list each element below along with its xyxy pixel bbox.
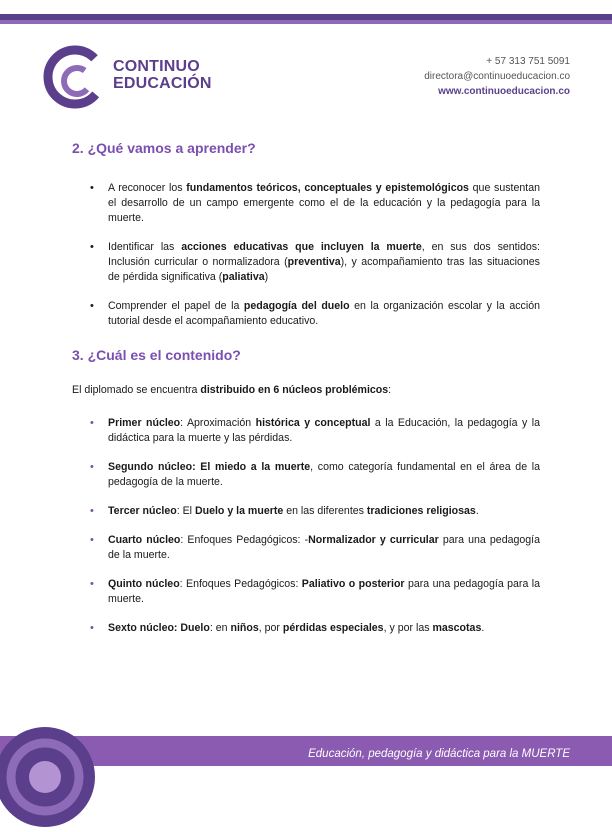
list-item: [72, 504, 540, 519]
bold-text: niños: [230, 622, 259, 634]
bold-text: Segundo núcleo: El miedo a la muerte: [108, 461, 311, 473]
text-run: en la organización escolar y la acción tutorial desde el acompañamiento educativo.: [108, 300, 540, 327]
section2-list: [72, 181, 540, 329]
bullet-dot-icon: •: [90, 461, 94, 473]
bold-text: acciones educativas que incluyen la muerte: [181, 241, 422, 253]
list-item: [72, 240, 540, 285]
bullet-dot-icon: •: [90, 182, 94, 194]
section2-title: 2. ¿Qué vamos a aprender?: [72, 140, 256, 156]
bullet-dot-icon: •: [90, 505, 94, 517]
list-item: [72, 533, 540, 563]
text-run: para una pedagogía para la muerte.: [108, 578, 540, 605]
text-run: , y por las: [383, 622, 433, 634]
text-run: ), y acompañamiento tras las situaciones de pérdida significativa (: [108, 256, 540, 283]
bullet-dot-icon: •: [90, 622, 94, 634]
list-item: [72, 460, 540, 490]
bullet-dot-icon: •: [90, 300, 94, 312]
footer-tagline: Educación, pedagogía y didáctica para la MUERTE: [308, 748, 570, 760]
brand-line2: EDUCACIÓN: [113, 75, 212, 92]
text-run: :: [388, 384, 392, 396]
list-item: [72, 621, 540, 636]
email[interactable]: directora@continuoeducacion.co: [424, 71, 570, 82]
text-run: : Enfoques Pedagógicos:: [179, 578, 302, 590]
bold-text: Primer núcleo: [108, 417, 181, 429]
text-run: .: [481, 622, 485, 634]
text-run: .: [475, 505, 479, 517]
website[interactable]: www.continuoeducacion.co: [438, 86, 570, 97]
text-run: para una pedagogía de la muerte.: [108, 534, 540, 561]
bullet-dot-icon: •: [90, 534, 94, 546]
text-run: Identificar las: [108, 241, 182, 253]
text-run: a la Educación, la pedagogía y la didáctica para la muerte y las pérdidas.: [108, 417, 540, 444]
text-run: en las diferentes: [283, 505, 367, 517]
bold-text: mascotas: [432, 622, 482, 634]
text-run: ): [264, 271, 269, 283]
section3-intro: [72, 383, 540, 398]
text-run: El diplomado se encuentra: [72, 384, 201, 396]
bold-text: Quinto núcleo: [108, 578, 180, 590]
bold-text: preventiva: [287, 256, 341, 268]
list-item: [72, 181, 540, 226]
text-run: : El: [176, 505, 195, 517]
contact-info: [424, 54, 570, 99]
text-run: que sustentan el desarrollo de un campo emergente como el de la educación y la pedagogía para la muerte.: [108, 182, 540, 224]
text-run: , como categoría fundamental en el área de la pedagogía de la muerte.: [108, 461, 540, 488]
text-run: : Aproximación: [180, 417, 256, 429]
phone: + 57 313 751 5091: [486, 56, 570, 67]
footer: [0, 706, 612, 792]
continuo-logo-icon: [42, 44, 108, 110]
brand-line1: CONTINUO: [113, 58, 200, 75]
main-content: [72, 140, 540, 636]
brand-name: [113, 58, 212, 92]
text-run: A reconocer los: [108, 182, 187, 194]
bold-text: Tercer núcleo: [108, 505, 177, 517]
text-run: , por: [258, 622, 283, 634]
bold-text: pérdidas especiales: [282, 622, 384, 634]
bold-text: Paliativo o posterior: [301, 578, 405, 590]
bold-text: Cuarto núcleo: [108, 534, 181, 546]
list-item: [72, 577, 540, 607]
text-run: : Enfoques Pedagógicos: -: [180, 534, 309, 546]
list-item: [72, 416, 540, 446]
bullet-dot-icon: •: [90, 417, 94, 429]
section3-title: 3. ¿Cuál es el contenido?: [72, 347, 241, 363]
top-bar-light: [0, 20, 612, 24]
text-run: , en sus dos sentidos: Inclusión curricular o normalizadora (: [108, 241, 541, 268]
text-run: : en: [209, 622, 231, 634]
bold-text: Duelo y la muerte: [194, 505, 284, 517]
bold-text: Sexto núcleo: Duelo: [108, 622, 210, 634]
footer-circle-icon: [0, 722, 100, 832]
bold-text: distribuido en 6 núcleos problémicos: [200, 384, 389, 396]
bold-text: fundamentos teóricos, conceptuales y epistemológicos: [186, 182, 469, 194]
bullet-dot-icon: •: [90, 578, 94, 590]
bullet-dot-icon: •: [90, 241, 94, 253]
bold-text: tradiciones religiosas: [366, 505, 476, 517]
bold-text: histórica y conceptual: [255, 417, 371, 429]
text-run: Comprender el papel de la: [108, 300, 244, 312]
list-item: [72, 299, 540, 329]
bold-text: Normalizador y curricular: [308, 534, 439, 546]
bold-text: pedagogía del duelo: [243, 300, 350, 312]
bold-text: paliativa: [222, 271, 265, 283]
section3-list: [72, 416, 540, 636]
